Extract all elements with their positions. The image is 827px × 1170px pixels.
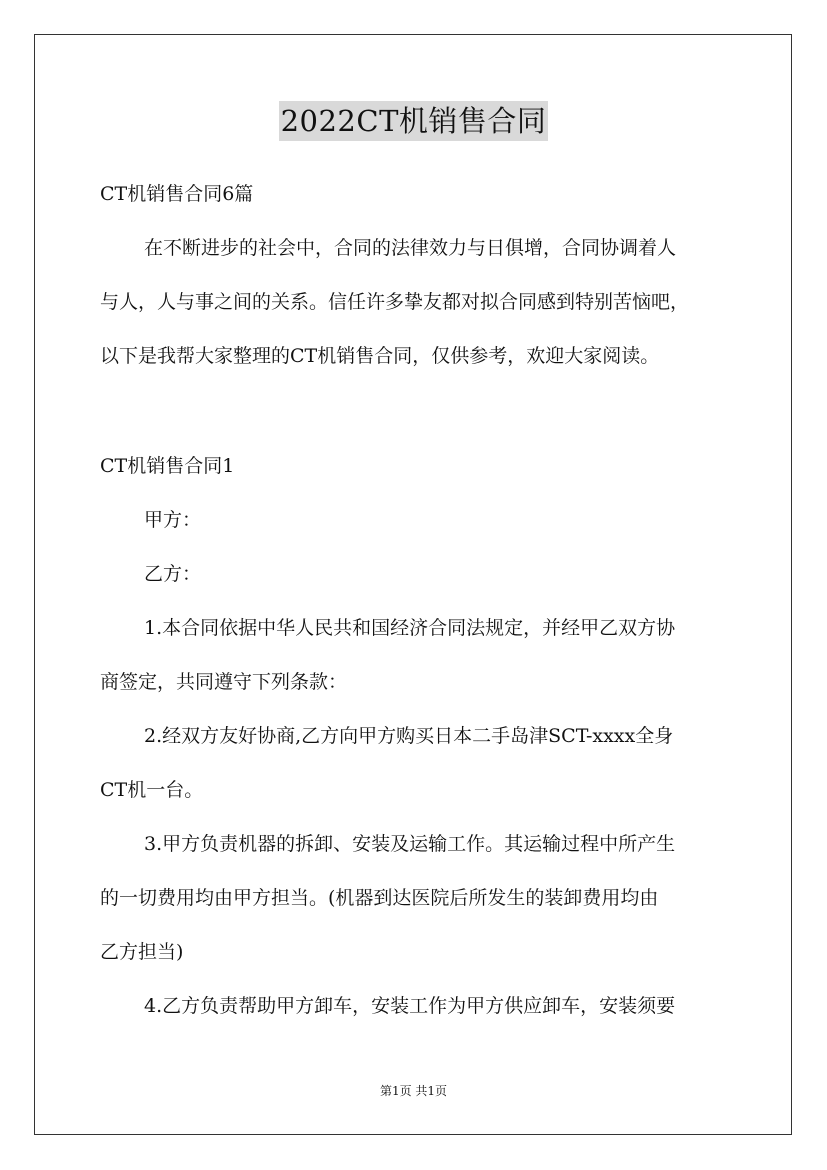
section-heading: CT机销售合同6篇 bbox=[100, 183, 254, 205]
paragraph-line: 在不断进步的社会中，合同的法律效力与日俱增，合同协调着人 bbox=[144, 237, 677, 259]
document-title: 2022CT机销售合同 bbox=[279, 101, 549, 141]
page-footer: 第1页 共1页 bbox=[379, 1084, 448, 1098]
clause-line: 4.乙方负责帮助甲方卸车，安装工作为甲方供应卸车，安装须要 bbox=[144, 995, 676, 1017]
clause-line: 3.甲方负责机器的拆卸、安装及运输工作。其运输过程中所产生 bbox=[144, 833, 676, 855]
clause-line: 乙方担当) bbox=[100, 941, 184, 963]
clause-line: CT机一台。 bbox=[100, 779, 204, 801]
title-container bbox=[0, 101, 827, 141]
party-a-label: 甲方： bbox=[144, 509, 202, 531]
clause-line: 1.本合同依据中华人民共和国经济合同法规定，并经甲乙双方协 bbox=[144, 617, 676, 639]
paragraph-line: 以下是我帮大家整理的CT机销售合同，仅供参考，欢迎大家阅读。 bbox=[100, 345, 660, 367]
clause-line: 商签定，共同遵守下列条款： bbox=[100, 671, 348, 693]
party-b-label: 乙方： bbox=[144, 563, 202, 585]
clause-line: 的一切费用均由甲方担当。(机器到达医院后所发生的装卸费用均由 bbox=[100, 887, 659, 909]
clause-line: 2.经双方友好协商,乙方向甲方购买日本二手岛津SCT-xxxx全身 bbox=[144, 725, 674, 747]
section-heading: CT机销售合同1 bbox=[100, 455, 235, 477]
paragraph-line: 与人，人与事之间的关系。信任许多挚友都对拟合同感到特别苦恼吧， bbox=[100, 291, 690, 313]
